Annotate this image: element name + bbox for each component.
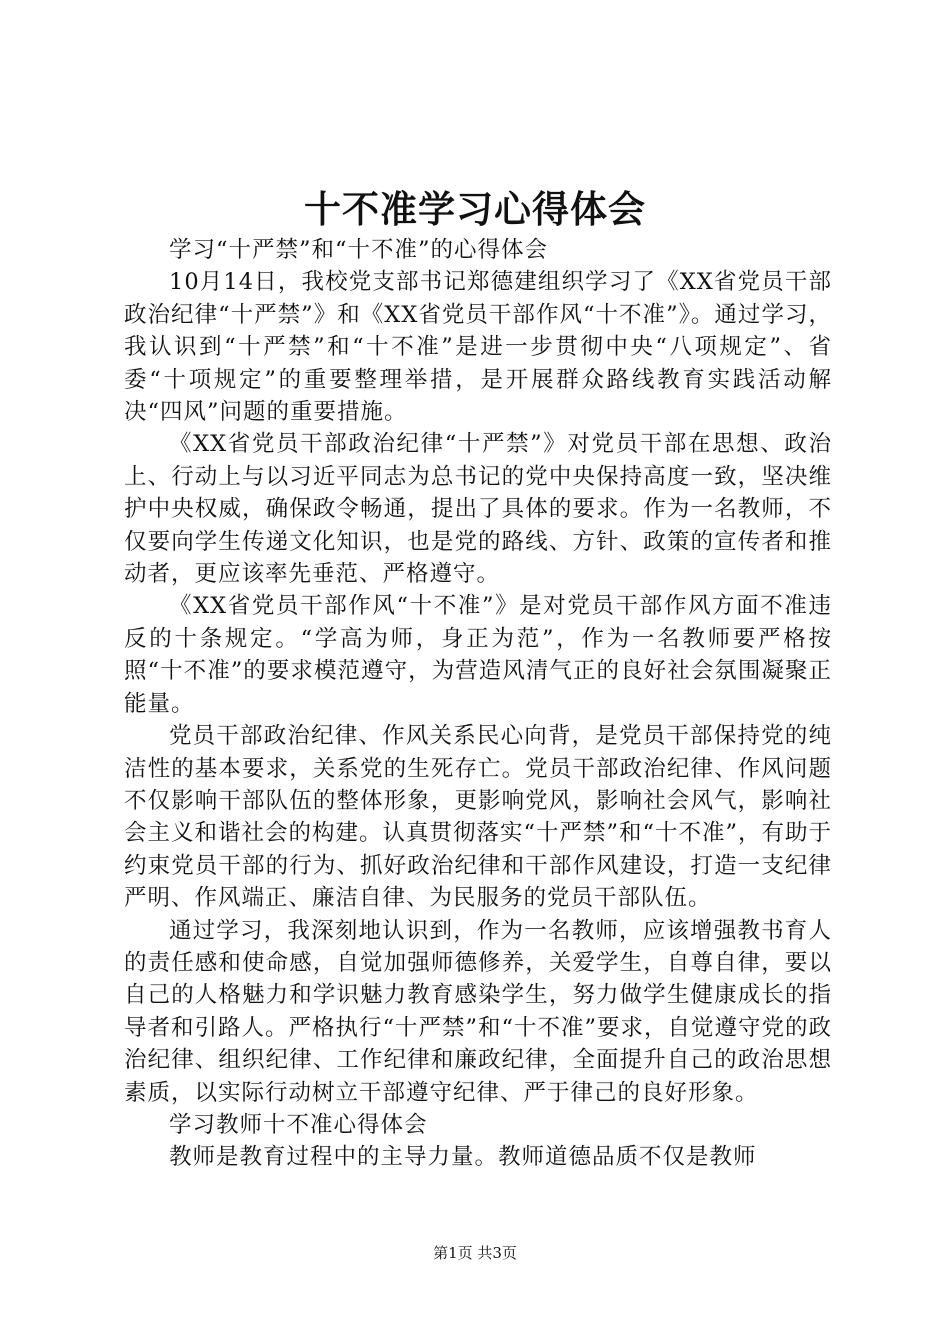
section-heading-1: 学习“十严禁”和“十不准”的心得体会 — [169, 237, 549, 263]
paragraph-3: 《XX省党员干部作风“十不准”》是对党员干部作风方面不准违反的十条规定。“学高为师，身正为范”，作为一名教师要严格按照“十不准”的要求模范遵守，为营造风清气正的良好社会氛围凝聚正能量。 — [124, 593, 832, 717]
paragraph-1: 10月14日，我校党支部书记郑德建组织学习了《XX省党员干部政治纪律“十严禁”》和《XX省党员干部作风“十不准”》。通过学习，我认识到“十严禁”和“十不准”是进一步贯彻中央“八项规定”、省委“十项规定”的重要整理举措，是开展群众路线教育实践活动解决“四风”问题的重要措施。 — [124, 269, 832, 426]
paragraph-6: 教师是教育过程中的主导力量。教师道德品质不仅是教师 — [169, 1144, 757, 1171]
paragraph-5: 通过学习，我深刻地认识到，作为一名教师，应该增强教书育人的责任感和使命感，自觉加强师德修养，关爱学生，自尊自律，要以自己的人格魅力和学识魅力教育感染学生，努力做学生健康成长的指导者和引路人。严格执行“十严禁”和“十不准”要求，自觉遵守党的政治纪律、组织纪律、工作纪律和廉政纪律，全面提升自己的政治思想素质，以实际行动树立干部遵守纪律、严于律己的良好形象。 — [124, 917, 833, 1106]
paragraph-2: 《XX省党员干部政治纪律“十严禁”》对党员干部在思想、政治上、行动上与以习近平同志为总书记的党中央保持高度一致，坚决维护中央权威，确保政令畅通，提出了具体的要求。作为一名教师，不仅要向学生传递文化知识，也是党的路线、方针、政策的宣传者和推动者，更应该率先垂范、严格遵守。 — [124, 431, 832, 588]
document-title: 十不准学习心得体会 — [304, 187, 646, 231]
page-footer: 第1页 共3页 — [433, 1244, 517, 1262]
document-body — [124, 234, 832, 1174]
paragraph-4: 党员干部政治纪律、作风关系民心向背，是党员干部保持党的纯洁性的基本要求，关系党的生死存亡。党员干部政治纪律、作风问题不仅影响干部队伍的整体形象，更影响党风，影响社会风气，影响社会主义和谐社会的构建。认真贯彻落实“十严禁”和“十不准”，有助于约束党员干部的行为、抓好政治纪律和干部作风建设，打造一支纪律严明、作风端正、廉洁自律、为民服务的党员干部队伍。 — [124, 723, 833, 912]
section-heading-2: 学习教师十不准心得体会 — [169, 1111, 428, 1138]
